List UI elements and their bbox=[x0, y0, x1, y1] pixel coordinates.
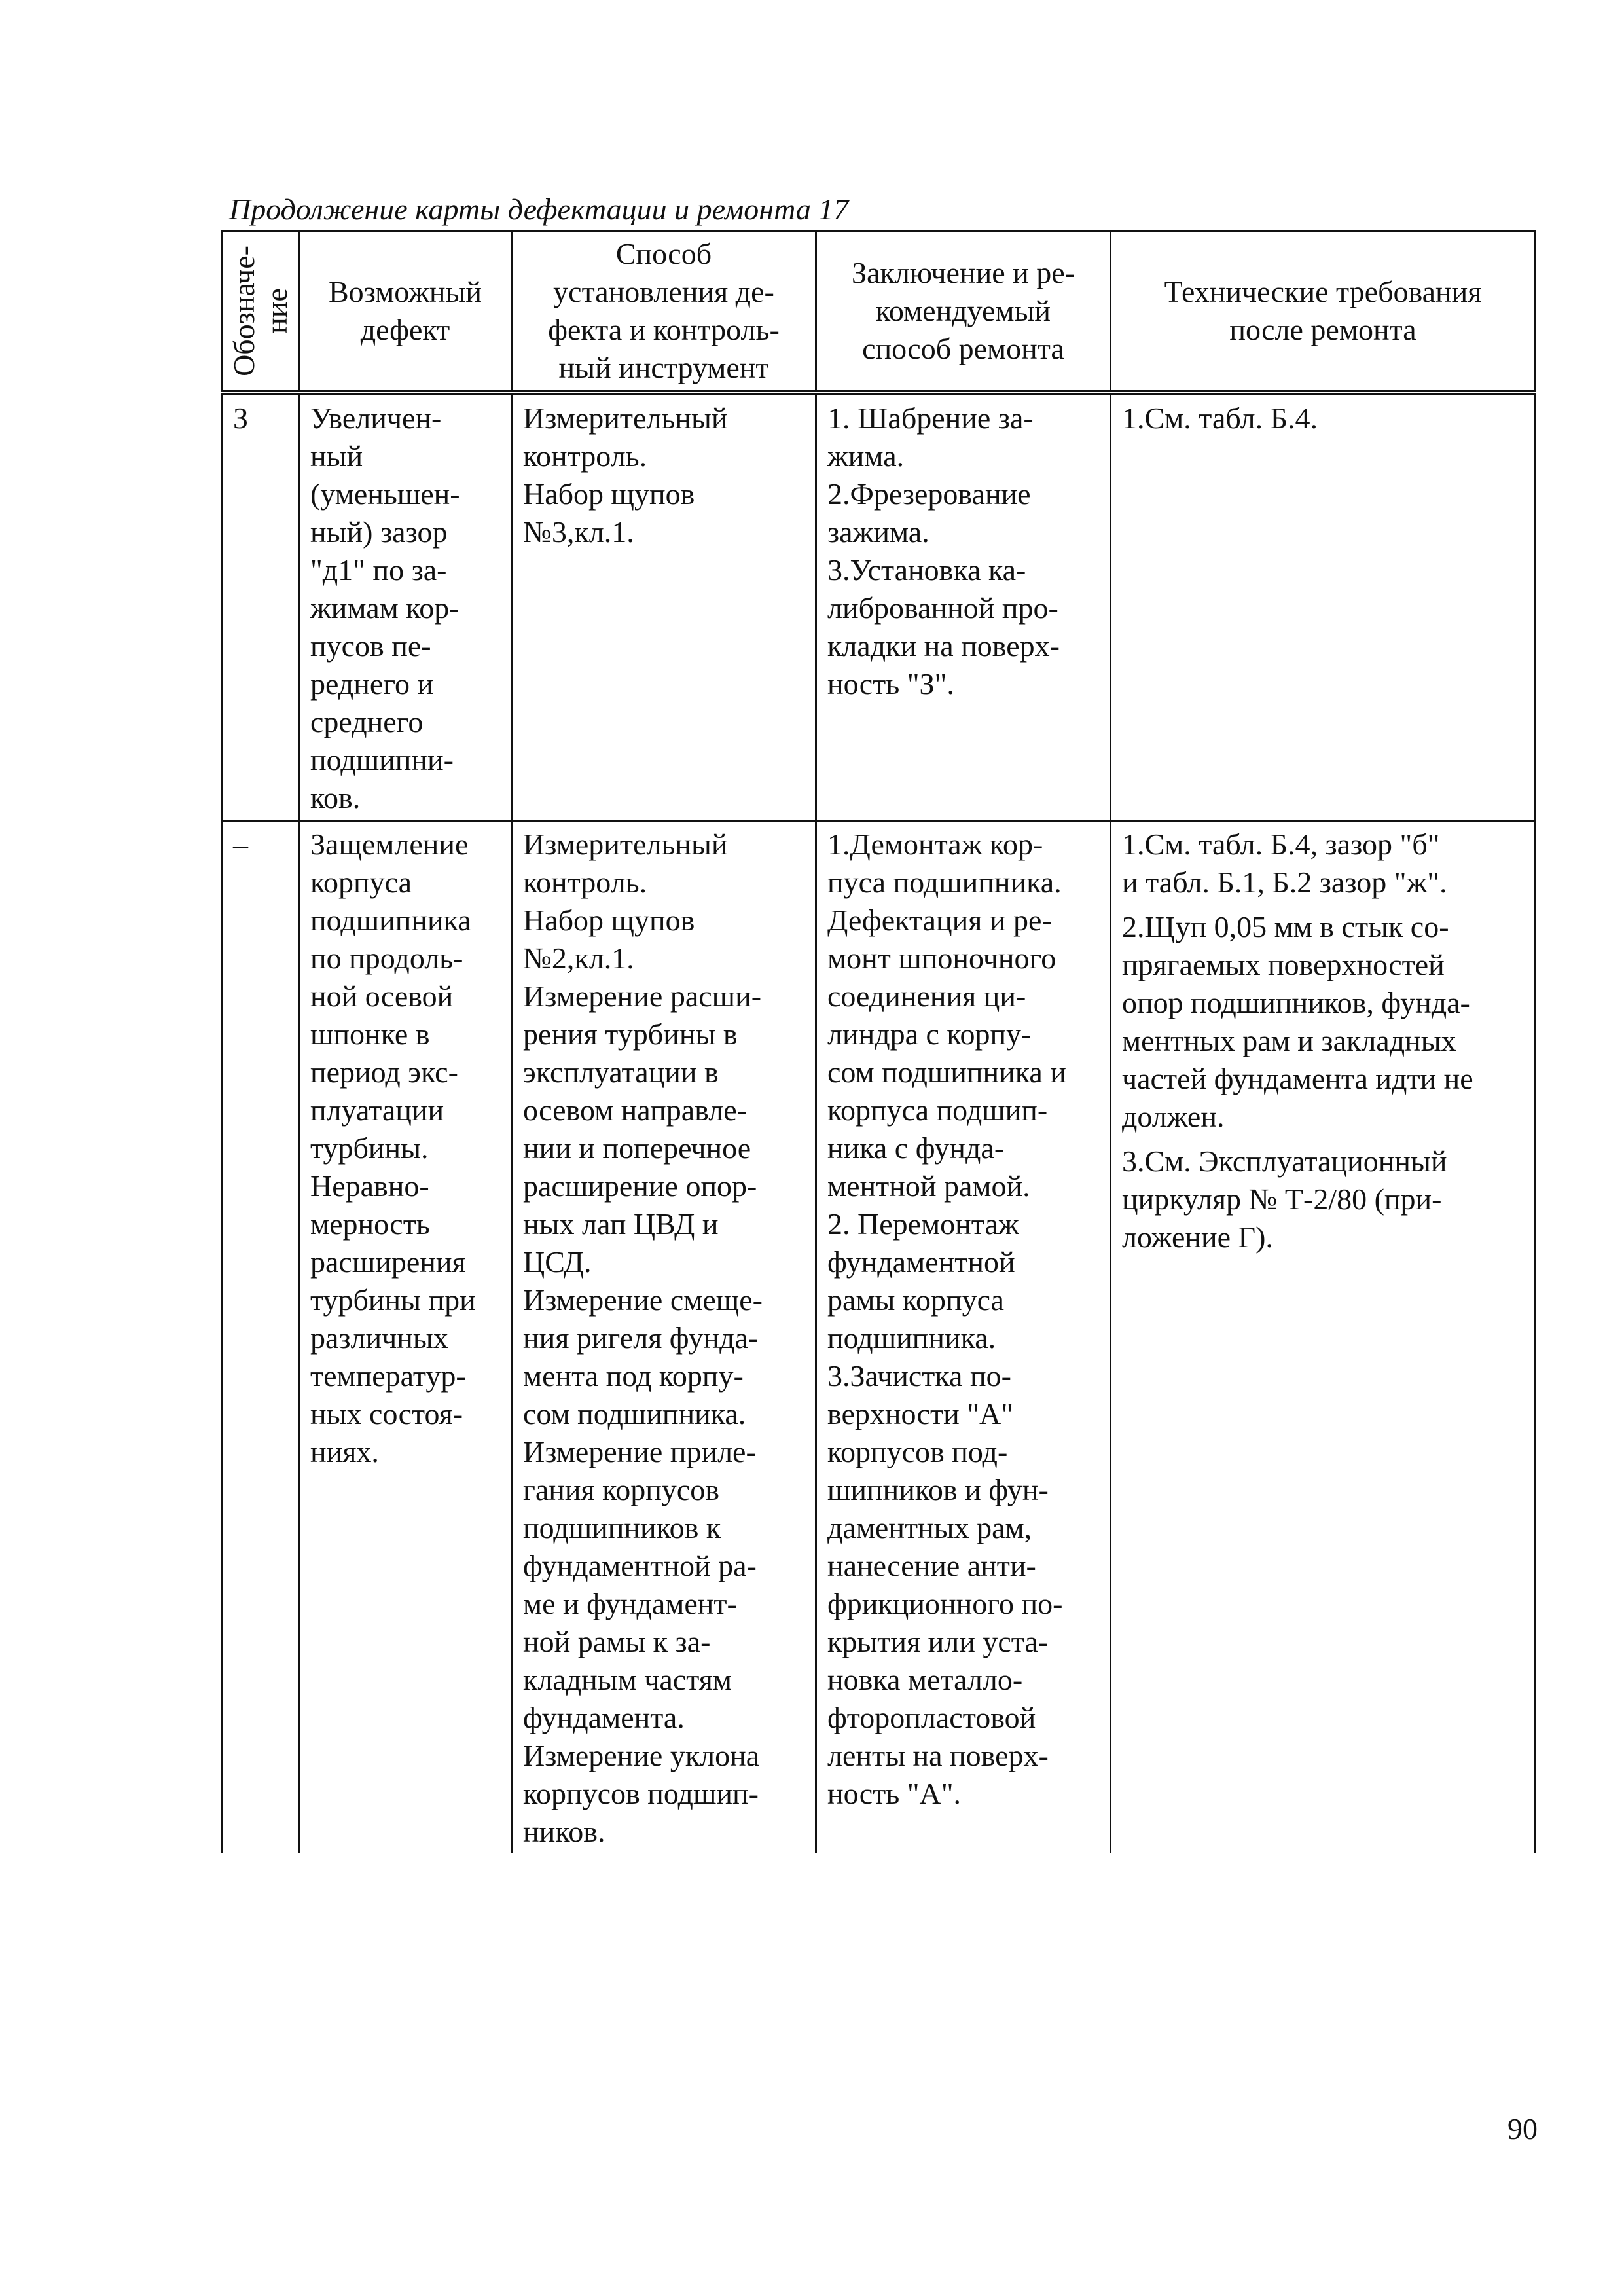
requirement-paragraph bbox=[1122, 826, 1524, 902]
header-requirements bbox=[1111, 232, 1536, 393]
text-line: даментных рам, bbox=[827, 1511, 1032, 1544]
text-line: ных состоя- bbox=[310, 1397, 463, 1430]
text-line: жимам кор- bbox=[310, 591, 460, 625]
text-line: 1.См. табл. Б.4. bbox=[1122, 401, 1318, 435]
text-line: ность "З". bbox=[827, 667, 954, 701]
text-line: и табл. Б.1, Б.2 зазор "ж". bbox=[1122, 866, 1447, 899]
text-line: фторопластовой bbox=[827, 1701, 1036, 1734]
text-line: реднего и bbox=[310, 667, 434, 701]
text-line: ной осевой bbox=[310, 979, 454, 1013]
text-line: ков. bbox=[310, 781, 361, 814]
text-line: нии и поперечное bbox=[523, 1131, 751, 1165]
text-line: ленты на поверх- bbox=[827, 1739, 1049, 1772]
text-line: соединения ци- bbox=[827, 979, 1026, 1013]
text-line: осевом направле- bbox=[523, 1093, 747, 1127]
text-line: контроль. bbox=[523, 439, 647, 473]
cell-method bbox=[512, 821, 816, 1854]
text-line: 1. Шабрение за- bbox=[827, 401, 1034, 435]
text-line: 3.См. Эксплуатационный bbox=[1122, 1144, 1447, 1178]
text-line: частей фундамента идти не bbox=[1122, 1062, 1473, 1095]
text-line: 2.Щуп 0,05 мм в стык со- bbox=[1122, 910, 1449, 943]
text-line: по продоль- bbox=[310, 941, 463, 975]
text-line: ние bbox=[259, 288, 293, 334]
text-line: Измерение приле- bbox=[523, 1435, 756, 1468]
text-line: Набор щупов bbox=[523, 903, 695, 937]
text-line: корпуса bbox=[310, 866, 412, 899]
text-line: должен. bbox=[1122, 1100, 1225, 1133]
header-method bbox=[512, 232, 816, 393]
text-line: Технические требования bbox=[1164, 275, 1482, 308]
text-line: либрованной про- bbox=[827, 591, 1058, 625]
text-line: рения турбины в bbox=[523, 1017, 738, 1051]
text-line: Защемление bbox=[310, 828, 469, 861]
text-line: Заключение и ре- bbox=[852, 256, 1075, 289]
text-line: комендуемый bbox=[875, 294, 1051, 327]
text-line: Способ bbox=[615, 237, 712, 270]
text-line: Дефектация и ре- bbox=[827, 903, 1052, 937]
text-line: (уменьшен- bbox=[310, 477, 460, 511]
text-line: мента под корпу- bbox=[523, 1359, 744, 1393]
text-line: ЦСД. bbox=[523, 1245, 592, 1279]
defect-repair-table bbox=[221, 230, 1536, 1853]
table-row bbox=[222, 393, 1536, 821]
text-line: плуатации bbox=[310, 1093, 444, 1127]
page-number: 90 bbox=[1507, 2112, 1538, 2145]
cell-designation: З bbox=[222, 393, 299, 821]
text-line: сом подшипника и bbox=[827, 1055, 1066, 1089]
text-line: ной рамы к за- bbox=[523, 1625, 711, 1658]
text-line: ментной рамой. bbox=[827, 1169, 1030, 1203]
text-line: зажима. bbox=[827, 515, 929, 549]
text-line: расширение опор- bbox=[523, 1169, 757, 1203]
text-line: 1.См. табл. Б.4, зазор "б" bbox=[1122, 828, 1440, 861]
cell-defect bbox=[299, 821, 512, 1854]
text-line: "д1" по за- bbox=[310, 553, 447, 587]
text-line: опор подшипников, фунда- bbox=[1122, 986, 1470, 1019]
text-line: Набор щупов bbox=[523, 477, 695, 511]
text-line: дефект bbox=[360, 313, 450, 346]
text-line: Возможный bbox=[328, 275, 482, 308]
cell-requirements bbox=[1111, 393, 1536, 821]
text-line: турбины при bbox=[310, 1283, 476, 1317]
text-line: №2,кл.1. bbox=[523, 941, 634, 975]
text-line: ность "А". bbox=[827, 1777, 962, 1810]
text-line: монт шпоночного bbox=[827, 941, 1056, 975]
text-line: ложение Г). bbox=[1122, 1220, 1273, 1254]
cell-conclusion bbox=[816, 821, 1111, 1854]
text-line: прягаемых поверхностей bbox=[1122, 948, 1445, 981]
cell-conclusion bbox=[816, 393, 1111, 821]
text-line: крытия или уста- bbox=[827, 1625, 1049, 1658]
text-line: 3.Зачистка по- bbox=[827, 1359, 1011, 1393]
text-line: Обозначе- bbox=[226, 246, 261, 376]
text-line: фекта и контроль- bbox=[548, 313, 780, 346]
text-line: мерность bbox=[310, 1207, 430, 1241]
text-line: верхности "А" bbox=[827, 1397, 1014, 1430]
header-designation-text bbox=[228, 246, 293, 376]
cell-designation: – bbox=[222, 821, 299, 1854]
text-line: ный bbox=[310, 439, 363, 473]
table-header-row bbox=[222, 232, 1536, 393]
text-line: новка металло- bbox=[827, 1663, 1023, 1696]
text-line: корпусов подшип- bbox=[523, 1777, 759, 1810]
text-line: ных лап ЦВД и bbox=[523, 1207, 719, 1241]
text-line: ный) зазор bbox=[310, 515, 448, 549]
text-line: установления де- bbox=[553, 275, 774, 308]
text-line: Увеличен- bbox=[310, 401, 442, 435]
text-line: ментных рам и закладных bbox=[1122, 1024, 1456, 1057]
text-line: фрикционного по- bbox=[827, 1587, 1063, 1620]
header-defect bbox=[299, 232, 512, 393]
text-line: пусов пе- bbox=[310, 629, 431, 663]
text-line: Измерение смеще- bbox=[523, 1283, 763, 1317]
requirement-paragraph bbox=[1122, 1142, 1524, 1256]
text-line: период экс- bbox=[310, 1055, 458, 1089]
header-conclusion bbox=[816, 232, 1111, 393]
text-line: 2. Перемонтаж bbox=[827, 1207, 1019, 1241]
text-line: кладным частям bbox=[523, 1663, 732, 1696]
text-line: Измерение расши- bbox=[523, 979, 762, 1013]
text-line: подшипника. bbox=[827, 1321, 996, 1355]
text-line: кладки на поверх- bbox=[827, 629, 1060, 663]
text-line: фундаментной bbox=[827, 1245, 1015, 1279]
text-line: подшипника bbox=[310, 903, 471, 937]
text-line: сом подшипника. bbox=[523, 1397, 746, 1430]
text-line: нанесение анти- bbox=[827, 1549, 1036, 1582]
text-line: среднего bbox=[310, 705, 424, 738]
text-line: ника с фунда- bbox=[827, 1131, 1005, 1165]
text-line: линдра с корпу- bbox=[827, 1017, 1032, 1051]
text-line: фундамента. bbox=[523, 1701, 685, 1734]
text-line: ников. bbox=[523, 1815, 605, 1848]
text-line: корпусов под- bbox=[827, 1435, 1008, 1468]
text-line: ниях. bbox=[310, 1435, 379, 1468]
text-line: 3.Установка ка- bbox=[827, 553, 1026, 587]
text-line: жима. bbox=[827, 439, 905, 473]
text-line: эксплуатации в bbox=[523, 1055, 719, 1089]
text-line: после ремонта bbox=[1229, 313, 1416, 346]
text-line: гания корпусов bbox=[523, 1473, 719, 1506]
requirement-paragraph bbox=[1122, 908, 1524, 1136]
text-line: Измерительный bbox=[523, 828, 728, 861]
requirement-paragraph bbox=[1122, 399, 1524, 437]
text-line: №3,кл.1. bbox=[523, 515, 634, 549]
text-line: корпуса подшип- bbox=[827, 1093, 1048, 1127]
table-row bbox=[222, 821, 1536, 1854]
text-line: расширения bbox=[310, 1245, 466, 1279]
table-caption: Продолжение карты дефектации и ремонта 17 bbox=[229, 192, 849, 226]
text-line: турбины. bbox=[310, 1131, 429, 1165]
text-line: фундаментной ра- bbox=[523, 1549, 757, 1582]
text-line: ния ригеля фунда- bbox=[523, 1321, 759, 1355]
text-line: температур- bbox=[310, 1359, 466, 1393]
text-line: контроль. bbox=[523, 866, 647, 899]
text-line: Измерительный bbox=[523, 401, 728, 435]
text-line: ный инструмент bbox=[558, 351, 769, 384]
cell-requirements bbox=[1111, 821, 1536, 1854]
cell-defect bbox=[299, 393, 512, 821]
cell-method bbox=[512, 393, 816, 821]
text-line: подшипни- bbox=[310, 743, 454, 776]
text-line: пуса подшипника. bbox=[827, 866, 1062, 899]
text-line: рамы корпуса bbox=[827, 1283, 1004, 1317]
text-line: подшипников к bbox=[523, 1511, 721, 1544]
header-designation bbox=[222, 232, 299, 393]
text-line: шипников и фун- bbox=[827, 1473, 1049, 1506]
text-line: Неравно- bbox=[310, 1169, 429, 1203]
text-line: ме и фундамент- bbox=[523, 1587, 737, 1620]
text-line: различных bbox=[310, 1321, 448, 1355]
text-line: способ ремонта bbox=[862, 332, 1064, 365]
text-line: 1.Демонтаж кор- bbox=[827, 828, 1043, 861]
text-line: Измерение уклона bbox=[523, 1739, 760, 1772]
text-line: 2.Фрезерование bbox=[827, 477, 1031, 511]
text-line: шпонке в bbox=[310, 1017, 430, 1051]
text-line: циркуляр № Т-2/80 (при- bbox=[1122, 1182, 1442, 1216]
